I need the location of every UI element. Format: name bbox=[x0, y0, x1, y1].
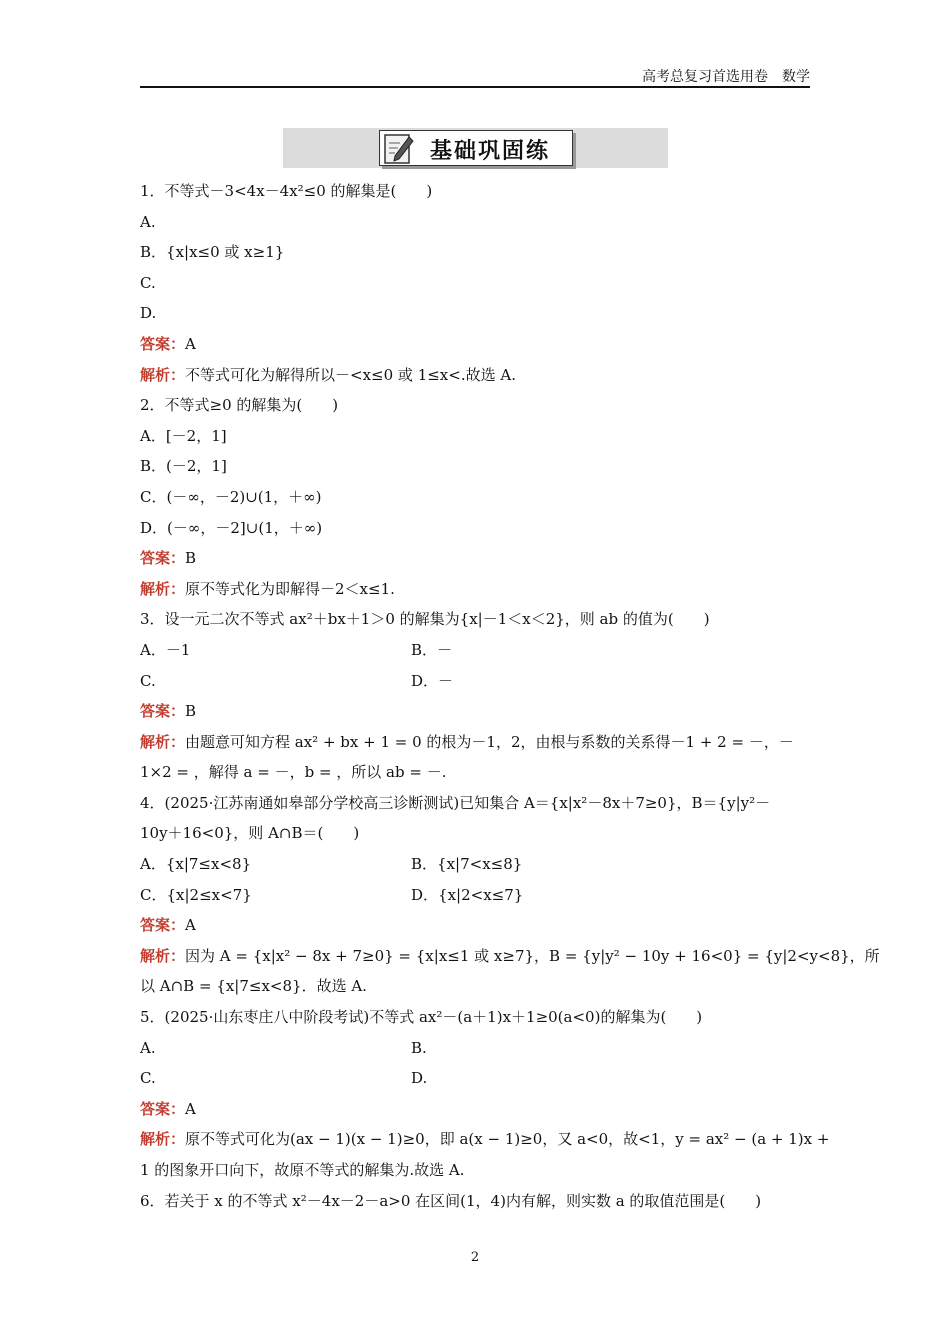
q4-stem-line-2: 10y＋16<0}，则 A∩B＝( ) bbox=[140, 824, 360, 843]
banner-box bbox=[379, 130, 573, 166]
q3-options-row-1 bbox=[140, 635, 810, 666]
section-banner bbox=[283, 128, 668, 168]
header-title: 高考总复习首选用卷 数学 bbox=[642, 69, 810, 85]
q4-option-a: A．{x|7≤x<8} bbox=[140, 855, 252, 874]
q3-option-b: B．－ bbox=[411, 640, 453, 659]
answer-value: A bbox=[185, 1099, 196, 1118]
analysis-label: 解析： bbox=[140, 365, 186, 384]
q1-option-b: B．{x|x≤0 或 x≥1} bbox=[140, 243, 285, 262]
answer-label: 答案： bbox=[140, 916, 186, 935]
q2-option-a: A．[－2，1] bbox=[140, 426, 227, 445]
q2-option-b: B．(－2，1] bbox=[140, 457, 227, 476]
analysis-text: 原不等式化为即解得－2＜x≤1. bbox=[185, 579, 395, 598]
answer-label: 答案： bbox=[140, 702, 186, 721]
q4-options-row-1 bbox=[140, 849, 810, 880]
q4-analysis-line-1 bbox=[140, 941, 880, 972]
q5-option-d: D. bbox=[411, 1069, 428, 1088]
q4-analysis-line-2: 以 A∩B = {x|7≤x<8}．故选 A. bbox=[140, 977, 367, 996]
q3-analysis-line-1 bbox=[140, 727, 810, 758]
q5-analysis-line-1 bbox=[140, 1124, 830, 1155]
analysis-label: 解析： bbox=[140, 732, 186, 751]
q1-analysis bbox=[140, 360, 810, 391]
answer-value: A bbox=[185, 334, 196, 353]
page-number: 2 bbox=[470, 1250, 480, 1265]
q5-analysis-line-2: 1 的图象开口向下，故原不等式的解集为.故选 A. bbox=[140, 1161, 465, 1179]
analysis-text: 因为 A = {x|x² − 8x + 7≥0} = {x|x≤1 或 x≥7}，B = {y|y² − 10y + 16<0} = {y|2<y<8}，所 bbox=[185, 946, 880, 965]
q4-option-b: B．{x|7<x≤8} bbox=[411, 855, 523, 874]
banner-title: 基础巩固练 bbox=[430, 139, 551, 164]
q5-option-c: C. bbox=[140, 1069, 156, 1088]
q3-option-d: D．－ bbox=[411, 671, 454, 690]
q5-option-b: B. bbox=[411, 1038, 427, 1057]
q3-answer bbox=[140, 696, 810, 727]
answer-label: 答案： bbox=[140, 334, 186, 353]
q5-answer bbox=[140, 1094, 810, 1125]
analysis-label: 解析： bbox=[140, 579, 186, 598]
q6-stem: 6．若关于 x 的不等式 x²－4x－2－a>0 在区间(1，4)内有解，则实数 a 的取值范围是( ) bbox=[140, 1191, 762, 1210]
content bbox=[140, 176, 880, 1216]
q2-option-d: D．(－∞，－2]∪(1，＋∞) bbox=[140, 518, 323, 537]
q4-option-d: D．{x|2<x≤7} bbox=[411, 885, 524, 904]
analysis-label: 解析： bbox=[140, 946, 186, 965]
analysis-label: 解析： bbox=[140, 1130, 186, 1149]
q5-options-row-1 bbox=[140, 1033, 810, 1064]
q1-option-a: A. bbox=[140, 212, 156, 231]
q5-option-a: A. bbox=[140, 1038, 156, 1057]
q3-option-c: C. bbox=[140, 671, 156, 690]
q2-option-c: C．(－∞，－2)∪(1，＋∞) bbox=[140, 487, 322, 506]
pencil-note-icon bbox=[382, 131, 418, 167]
analysis-text: 不等式可化为解得所以－<x≤0 或 1≤x<.故选 A. bbox=[185, 365, 516, 384]
q2-answer bbox=[140, 543, 810, 574]
q3-options-row-2 bbox=[140, 666, 810, 697]
q1-answer bbox=[140, 329, 810, 360]
answer-value: B bbox=[185, 549, 197, 568]
q3-option-a: A．－1 bbox=[140, 640, 191, 659]
page-header bbox=[140, 66, 810, 88]
q1-stem: 1．不等式－3<4x－4x²≤0 的解集是( ) bbox=[140, 182, 433, 200]
q1-option-c: C. bbox=[140, 273, 156, 292]
q4-stem-line-1: 4．(2025·江苏南通如皋部分学校高三诊断测试)已知集合 A＝{x|x²－8x＋7≥0}，B＝{y|y²－ bbox=[140, 793, 771, 812]
answer-label: 答案： bbox=[140, 1099, 186, 1118]
answer-label: 答案： bbox=[140, 549, 186, 568]
q3-analysis-line-2: 1×2 = ，解得 a = －，b = ，所以 ab = －. bbox=[140, 763, 447, 782]
q2-stem: 2．不等式≥0 的解集为( ) bbox=[140, 396, 339, 415]
answer-value: B bbox=[185, 702, 197, 721]
q5-stem: 5．(2025·山东枣庄八中阶段考试)不等式 ax²－(a＋1)x＋1≥0(a<0)的解集为( ) bbox=[140, 1008, 703, 1027]
q4-answer bbox=[140, 910, 810, 941]
q1-option-d: D. bbox=[140, 304, 157, 323]
q3-stem: 3．设一元二次不等式 ax²＋bx＋1＞0 的解集为{x|－1＜x＜2}，则 ab 的值为( ) bbox=[140, 610, 710, 629]
analysis-text: 原不等式可化为(ax − 1)(x − 1)≥0，即 a(x − 1)≥0，又 a<0，故<1，y = ax² − (a + 1)x + bbox=[185, 1130, 830, 1149]
analysis-text: 由题意可知方程 ax² + bx + 1 = 0 的根为－1，2，由根与系数的关系得－1 + 2 = －，－ bbox=[185, 732, 794, 751]
q5-options-row-2 bbox=[140, 1063, 810, 1094]
answer-value: A bbox=[185, 916, 196, 935]
q2-analysis bbox=[140, 574, 810, 605]
q4-options-row-2 bbox=[140, 880, 810, 911]
q4-option-c: C．{x|2≤x<7} bbox=[140, 885, 252, 904]
